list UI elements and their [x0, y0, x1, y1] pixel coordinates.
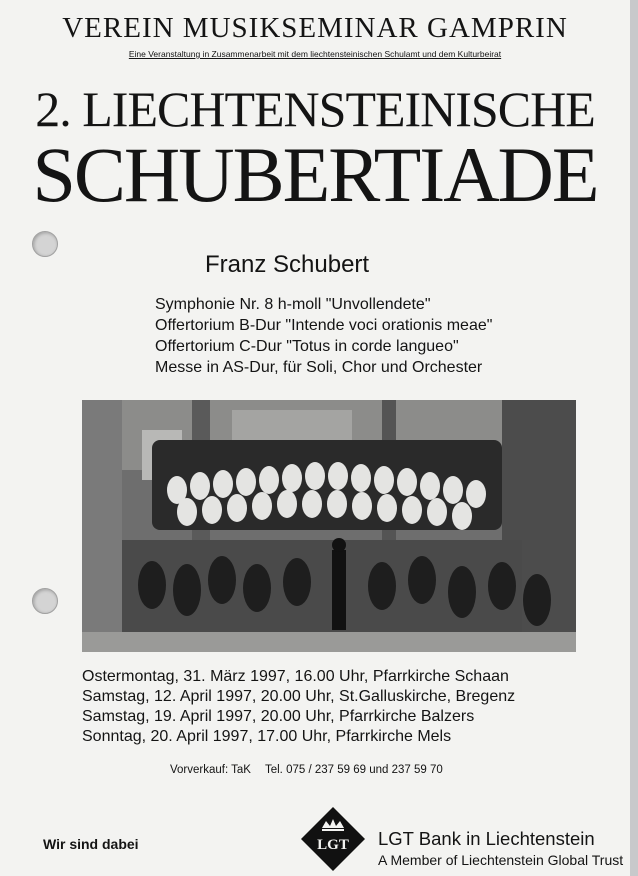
concert-photo	[82, 400, 576, 652]
work-item: Symphonie Nr. 8 h-moll "Unvollendete"	[155, 296, 431, 313]
presale-phone: Tel. 075 / 237 59 69 und 237 59 70	[264, 764, 443, 776]
punch-hole-lower	[32, 588, 58, 614]
composer-name: Franz Schubert	[205, 251, 370, 278]
date-item: Ostermontag, 31. März 1997, 16.00 Uhr, Pfarrkirche Schaan	[82, 668, 509, 685]
work-item: Messe in AS-Dur, für Soli, Chor und Orchester	[155, 359, 483, 376]
event-title-line2: SCHUBERTIADE	[32, 131, 598, 218]
date-item: Samstag, 12. April 1997, 20.00 Uhr, St.Galluskirche, Bregenz	[82, 688, 516, 705]
bank-name: LGT Bank in Liechtenstein	[378, 828, 595, 849]
organization-subtitle: Eine Veranstaltung in Zusammenarbeit mit dem liechtensteinischen Schulamt und dem Kulturbeirat	[128, 49, 502, 59]
page-edge	[630, 0, 638, 876]
date-item: Samstag, 19. April 1997, 20.00 Uhr, Pfarrkirche Balzers	[82, 708, 475, 725]
lgt-logo	[300, 806, 366, 872]
work-item: Offertorium B-Dur "Intende voci orationis meae"	[155, 317, 493, 334]
punch-hole-upper	[32, 231, 58, 257]
works-list	[155, 294, 492, 378]
presale-info	[170, 764, 443, 776]
lgt-logo-text: LGT	[317, 837, 349, 853]
sponsor-note: Wir sind dabei	[43, 836, 139, 852]
organization-name: VEREIN MUSIKSEMINAR GAMPRIN	[62, 12, 568, 44]
performance-dates	[82, 667, 515, 747]
bank-tagline: A Member of Liechtenstein Global Trust	[378, 852, 624, 868]
presale-label: Vorverkauf: TaK	[170, 764, 251, 776]
work-item: Offertorium C-Dur "Totus in corde langueo"	[155, 338, 459, 355]
date-item: Sonntag, 20. April 1997, 17.00 Uhr, Pfarrkirche Mels	[82, 728, 452, 745]
event-title-line1: 2. LIECHTENSTEINISCHE	[35, 81, 595, 137]
